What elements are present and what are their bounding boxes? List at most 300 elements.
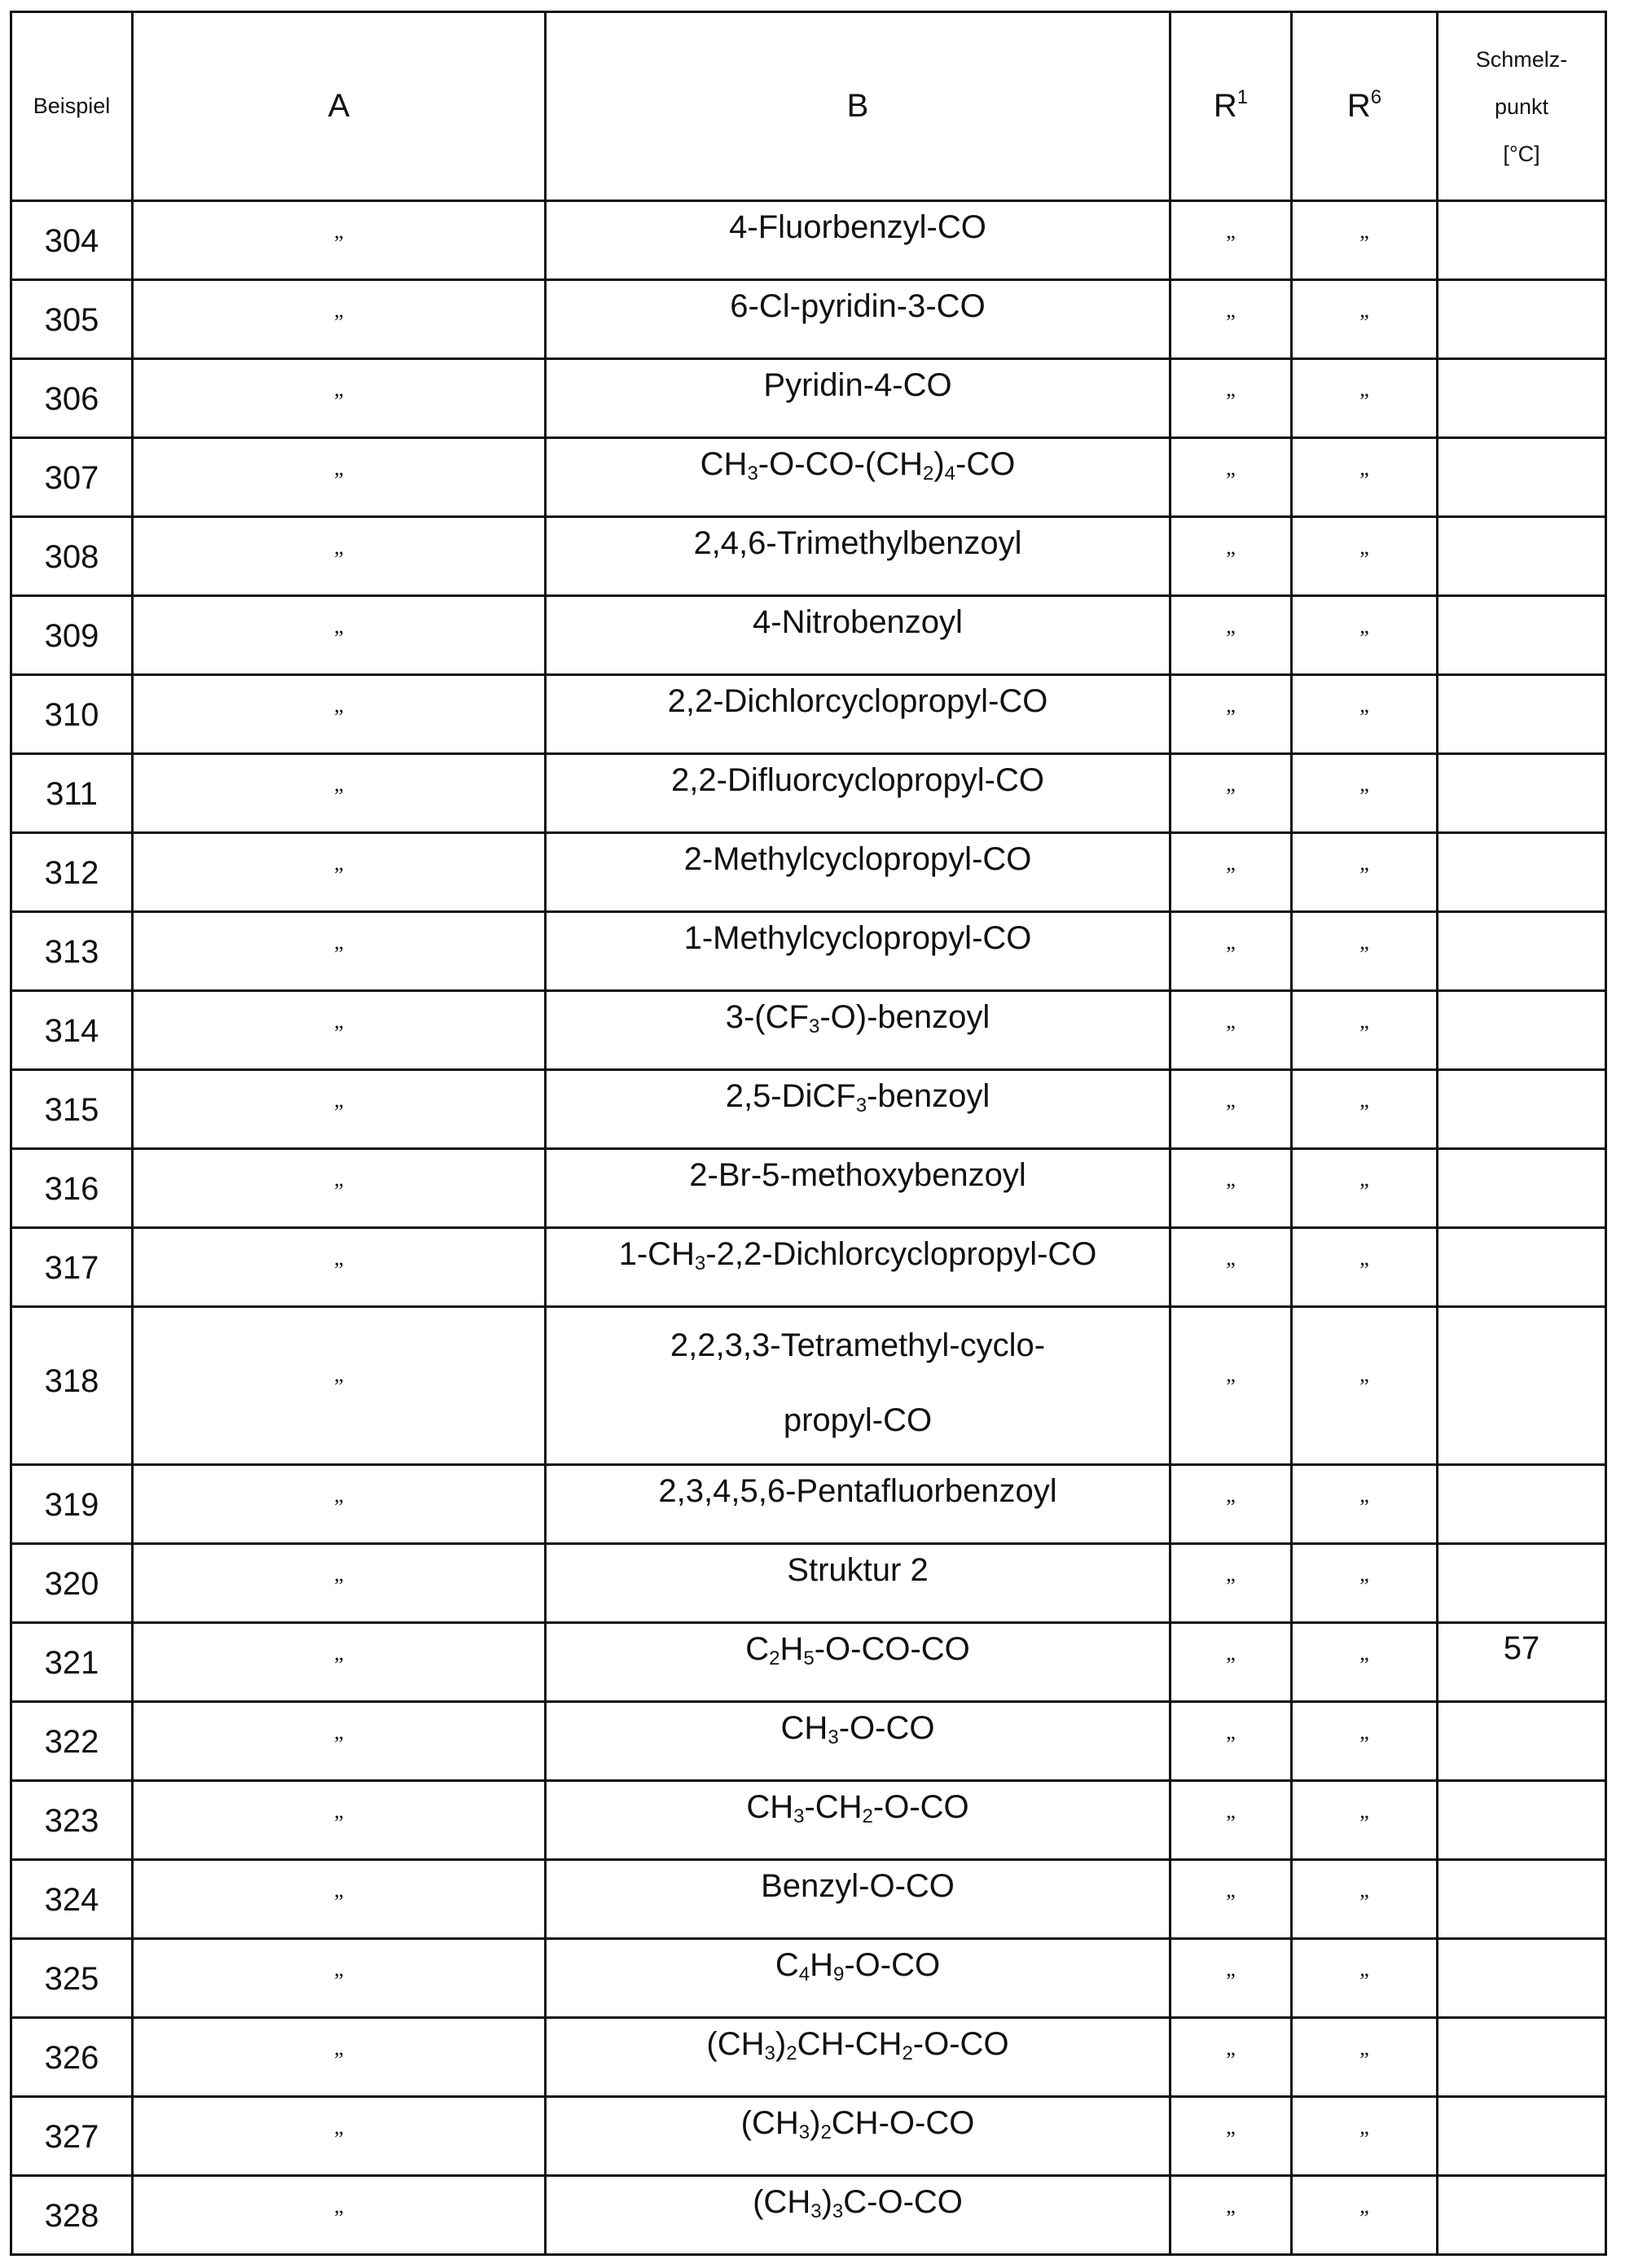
ditto-mark: ”	[1226, 547, 1236, 571]
table-row	[11, 2097, 1606, 2176]
cell-b	[546, 1149, 1170, 1228]
ditto-mark: ”	[334, 1100, 344, 1124]
ditto-mark: ”	[334, 626, 344, 650]
ditto-mark: ”	[334, 942, 344, 966]
melting-point-value: 57	[1503, 1630, 1540, 1666]
table-row	[11, 1781, 1606, 1860]
table-row	[11, 359, 1606, 438]
cell-b	[546, 1544, 1170, 1623]
cell-r6	[1292, 2097, 1438, 2176]
ditto-mark: ”	[1359, 310, 1369, 334]
cell-b	[546, 2018, 1170, 2097]
ditto-mark: ”	[334, 1495, 344, 1519]
cell-example	[11, 1781, 133, 1860]
ditto-mark: ”	[334, 2048, 344, 2072]
cell-example	[11, 2176, 133, 2255]
ditto-mark: ”	[1226, 1100, 1236, 1124]
table-row	[11, 1939, 1606, 2018]
cell-melting-point	[1438, 1307, 1606, 1465]
ditto-mark: ”	[1359, 547, 1369, 571]
substituent-b: Struktur 2	[787, 1552, 929, 1588]
cell-b	[546, 1465, 1170, 1544]
cell-r6	[1292, 754, 1438, 833]
cell-r6	[1292, 2176, 1438, 2255]
cell-melting-point	[1438, 1465, 1606, 1544]
melting-point-value	[1438, 2177, 1605, 2183]
substituent-b: 4-Fluorbenzyl-CO	[729, 209, 986, 245]
example-number: 328	[44, 2198, 99, 2234]
header-r6	[1292, 12, 1438, 201]
cell-example	[11, 1228, 133, 1307]
melting-point-value	[1438, 992, 1605, 998]
cell-r1	[1170, 2018, 1292, 2097]
substituent-b: 2,5-DiCF$_3$-benzoyl	[725, 1078, 990, 1116]
melting-point-value	[1438, 281, 1605, 287]
melting-point-value	[1438, 1861, 1605, 1867]
cell-r1	[1170, 1623, 1292, 1702]
table-row	[11, 1623, 1606, 1702]
ditto-mark: ”	[1359, 2206, 1369, 2230]
cell-r1	[1170, 675, 1292, 754]
ditto-mark: ”	[334, 1574, 344, 1598]
cell-example	[11, 2018, 133, 2097]
header-r6-superscript: 6	[1370, 86, 1382, 108]
cell-r1	[1170, 517, 1292, 596]
cell-r6	[1292, 1228, 1438, 1307]
cell-a	[133, 1070, 546, 1149]
substituent-b: Pyridin-4-CO	[763, 367, 952, 403]
substituent-b: $CH_3-CH_2-O-CO$	[746, 1789, 969, 1827]
ditto-mark: ”	[1226, 310, 1236, 334]
ditto-mark: ”	[1359, 863, 1369, 887]
ditto-mark: ”	[1226, 1811, 1236, 1835]
substituent-b: 2-Br-5-methoxybenzoyl	[689, 1157, 1026, 1193]
cell-r6	[1292, 438, 1438, 517]
header-melting-point	[1438, 12, 1606, 201]
ditto-mark: ”	[1359, 784, 1369, 808]
cell-b	[546, 1070, 1170, 1149]
cell-a	[133, 438, 546, 517]
ditto-mark: ”	[334, 2206, 344, 2230]
ditto-mark: ”	[1226, 942, 1236, 966]
ditto-mark: ”	[1359, 1811, 1369, 1835]
example-number: 313	[44, 934, 99, 970]
cell-example	[11, 1860, 133, 1939]
cell-b	[546, 1781, 1170, 1860]
melting-point-value	[1438, 1940, 1605, 1946]
ditto-mark: ”	[334, 468, 344, 492]
substituent-b: $(CH_3)_3C-O-CO$	[753, 2184, 963, 2222]
cell-melting-point	[1438, 2097, 1606, 2176]
cell-example	[11, 359, 133, 438]
table-row	[11, 1860, 1606, 1939]
ditto-mark: ”	[1226, 1258, 1236, 1282]
header-a-label: A	[327, 88, 350, 124]
ditto-mark: ”	[1359, 1258, 1369, 1282]
table-row	[11, 1149, 1606, 1228]
melting-point-value	[1438, 1229, 1605, 1235]
ditto-mark: ”	[334, 231, 344, 255]
melting-point-value	[1438, 1150, 1605, 1156]
ditto-mark: ”	[334, 1375, 344, 1398]
cell-melting-point	[1438, 1544, 1606, 1623]
cell-b	[546, 754, 1170, 833]
ditto-mark: ”	[1359, 1179, 1369, 1203]
cell-melting-point	[1438, 359, 1606, 438]
cell-b	[546, 201, 1170, 280]
cell-a	[133, 1228, 546, 1307]
cell-r1	[1170, 1781, 1292, 1860]
cell-melting-point	[1438, 1860, 1606, 1939]
table-row	[11, 2176, 1606, 2255]
example-number: 323	[44, 1803, 99, 1839]
cell-melting-point	[1438, 280, 1606, 359]
cell-example	[11, 1070, 133, 1149]
ditto-mark: ”	[1359, 2127, 1369, 2151]
cell-a	[133, 1465, 546, 1544]
ditto-mark: ”	[1226, 1375, 1236, 1398]
cell-b	[546, 833, 1170, 912]
ditto-mark: ”	[1359, 389, 1369, 413]
example-number: 312	[44, 855, 99, 891]
ditto-mark: ”	[1226, 784, 1236, 808]
substituent-b: $CH_3-O-CO-(CH_2)_4-CO$	[700, 446, 1016, 485]
melting-point-value	[1438, 1782, 1605, 1788]
ditto-mark: ”	[334, 389, 344, 413]
cell-example	[11, 675, 133, 754]
substituent-b: 2,2-Dichlorcyclopropyl-CO	[667, 683, 1048, 719]
cell-b	[546, 2097, 1170, 2176]
melting-point-value	[1438, 360, 1605, 366]
cell-r6	[1292, 1544, 1438, 1623]
cell-a	[133, 1544, 546, 1623]
cell-example	[11, 2097, 133, 2176]
cell-r6	[1292, 1070, 1438, 1149]
cell-melting-point	[1438, 1939, 1606, 2018]
cell-example	[11, 1544, 133, 1623]
cell-a	[133, 1149, 546, 1228]
cell-r6	[1292, 1939, 1438, 2018]
header-example	[11, 12, 133, 201]
cell-example	[11, 1702, 133, 1781]
example-number: 305	[44, 302, 99, 338]
ditto-mark: ”	[1359, 468, 1369, 492]
table-body	[11, 201, 1606, 2255]
header-r1	[1170, 12, 1292, 201]
cell-example	[11, 1307, 133, 1465]
table-row	[11, 201, 1606, 280]
table-row	[11, 438, 1606, 517]
cell-a	[133, 517, 546, 596]
cell-r6	[1292, 1702, 1438, 1781]
melting-point-value	[1438, 2019, 1605, 2025]
example-number: 326	[44, 2040, 99, 2076]
table-row	[11, 912, 1606, 991]
cell-r6	[1292, 2018, 1438, 2097]
ditto-mark: ”	[1226, 1495, 1236, 1519]
ditto-mark: ”	[1359, 1021, 1369, 1045]
substituent-b: Benzyl-O-CO	[761, 1868, 955, 1904]
cell-example	[11, 280, 133, 359]
example-number: 307	[44, 460, 99, 496]
cell-a	[133, 1860, 546, 1939]
cell-melting-point	[1438, 991, 1606, 1070]
substituent-b: 2-Methylcyclopropyl-CO	[683, 841, 1032, 877]
example-number: 321	[44, 1645, 99, 1681]
cell-b	[546, 1623, 1170, 1702]
table-row	[11, 2018, 1606, 2097]
cell-b	[546, 912, 1170, 991]
ditto-mark: ”	[1359, 231, 1369, 255]
substituent-b: $1-CH_3-2,2-Dichlorcyclopropyl-CO$	[618, 1236, 1097, 1274]
header-melting-point-line-2: punkt	[1494, 94, 1549, 119]
ditto-mark: ”	[1359, 1653, 1369, 1677]
cell-example	[11, 201, 133, 280]
cell-r6	[1292, 991, 1438, 1070]
melting-point-value	[1438, 1071, 1605, 1077]
cell-r6	[1292, 1149, 1438, 1228]
melting-point-value	[1438, 676, 1605, 682]
example-number: 318	[44, 1363, 99, 1399]
header-melting-point-line-1: Schmelz-	[1475, 46, 1568, 72]
cell-melting-point	[1438, 833, 1606, 912]
substituent-b: 6-Cl-pyridin-3-CO	[730, 288, 986, 324]
header-example-label: Beispiel	[33, 94, 111, 118]
example-number: 319	[44, 1487, 99, 1523]
substituent-b: $CH_3-O-CO$	[780, 1710, 935, 1748]
cell-b	[546, 1860, 1170, 1939]
ditto-mark: ”	[334, 310, 344, 334]
cell-r1	[1170, 991, 1292, 1070]
cell-b	[546, 1307, 1170, 1465]
example-number: 308	[44, 539, 99, 575]
example-number: 304	[44, 223, 99, 259]
substituent-b: $(CH_3)_2CH-CH_2-O-CO$	[706, 2026, 1009, 2064]
ditto-mark: ”	[1226, 231, 1236, 255]
cell-a	[133, 1702, 546, 1781]
cell-r1	[1170, 1860, 1292, 1939]
melting-point-value	[1438, 834, 1605, 840]
cell-b	[546, 596, 1170, 675]
table-row	[11, 754, 1606, 833]
melting-point-value	[1438, 1466, 1605, 1472]
cell-b	[546, 438, 1170, 517]
example-number: 316	[44, 1171, 99, 1207]
ditto-mark: ”	[1226, 468, 1236, 492]
cell-a	[133, 1307, 546, 1465]
ditto-mark: ”	[334, 1732, 344, 1756]
cell-a	[133, 596, 546, 675]
example-number: 327	[44, 2119, 99, 2155]
cell-r1	[1170, 1307, 1292, 1465]
cell-r1	[1170, 1702, 1292, 1781]
header-r1-base: R	[1213, 88, 1237, 124]
cell-r1	[1170, 596, 1292, 675]
ditto-mark: ”	[334, 1258, 344, 1282]
header-r6-base: R	[1346, 88, 1371, 124]
table-row	[11, 675, 1606, 754]
cell-b	[546, 280, 1170, 359]
ditto-mark: ”	[334, 784, 344, 808]
cell-b	[546, 517, 1170, 596]
table-header-row	[11, 12, 1606, 201]
header-r1-superscript: 1	[1236, 86, 1249, 108]
cell-r6	[1292, 280, 1438, 359]
cell-example	[11, 991, 133, 1070]
cell-melting-point	[1438, 912, 1606, 991]
cell-r6	[1292, 1623, 1438, 1702]
ditto-mark: ”	[334, 1653, 344, 1677]
ditto-mark: ”	[1226, 626, 1236, 650]
cell-r6	[1292, 359, 1438, 438]
melting-point-value	[1438, 1308, 1605, 1314]
substituent-b: 4-Nitrobenzoyl	[753, 604, 963, 640]
ditto-mark: ”	[334, 1890, 344, 1914]
example-number: 320	[44, 1566, 99, 1602]
cell-example	[11, 438, 133, 517]
substituent-b: 2,2,3,3-Tetramethyl-cyclo- propyl-CO	[670, 1327, 1046, 1438]
ditto-mark: ”	[1226, 1732, 1236, 1756]
ditto-mark: ”	[334, 2127, 344, 2151]
ditto-mark: ”	[1359, 705, 1369, 729]
ditto-mark: ”	[1359, 1574, 1369, 1598]
cell-r1	[1170, 1070, 1292, 1149]
table-row	[11, 833, 1606, 912]
cell-melting-point	[1438, 754, 1606, 833]
cell-b	[546, 1702, 1170, 1781]
cell-r1	[1170, 2097, 1292, 2176]
melting-point-value	[1438, 202, 1605, 208]
ditto-mark: ”	[334, 1811, 344, 1835]
ditto-mark: ”	[1359, 1969, 1369, 1993]
ditto-mark: ”	[1359, 1732, 1369, 1756]
ditto-mark: ”	[1226, 863, 1236, 887]
cell-example	[11, 912, 133, 991]
cell-r6	[1292, 596, 1438, 675]
table-row	[11, 1702, 1606, 1781]
cell-a	[133, 2018, 546, 2097]
melting-point-value	[1438, 1703, 1605, 1709]
melting-point-value	[1438, 755, 1605, 761]
substituent-b: $C_2H_5-O-CO-CO$	[745, 1631, 970, 1669]
cell-example	[11, 517, 133, 596]
ditto-mark: ”	[334, 863, 344, 887]
ditto-mark: ”	[1359, 2048, 1369, 2072]
cell-example	[11, 1939, 133, 2018]
cell-r1	[1170, 1939, 1292, 2018]
ditto-mark: ”	[1226, 1179, 1236, 1203]
ditto-mark: ”	[1226, 1021, 1236, 1045]
table-row	[11, 1307, 1606, 1465]
ditto-mark: ”	[1359, 1375, 1369, 1398]
cell-melting-point	[1438, 517, 1606, 596]
ditto-mark: ”	[1226, 2127, 1236, 2151]
cell-r6	[1292, 912, 1438, 991]
ditto-mark: ”	[334, 1969, 344, 1993]
header-b-label: B	[846, 88, 869, 124]
table-row	[11, 1465, 1606, 1544]
substituent-b: 2,2-Difluorcyclopropyl-CO	[671, 762, 1044, 798]
cell-b	[546, 991, 1170, 1070]
substituent-b: $(CH_3)_2CH-O-CO$	[740, 2105, 975, 2143]
cell-r1	[1170, 280, 1292, 359]
cell-r6	[1292, 517, 1438, 596]
cell-a	[133, 1623, 546, 1702]
cell-r1	[1170, 754, 1292, 833]
table-row	[11, 280, 1606, 359]
cell-melting-point	[1438, 675, 1606, 754]
cell-r6	[1292, 201, 1438, 280]
example-number: 309	[44, 618, 99, 654]
example-number: 322	[44, 1724, 99, 1760]
cell-example	[11, 833, 133, 912]
table-row	[11, 517, 1606, 596]
ditto-mark: ”	[1226, 2048, 1236, 2072]
ditto-mark: ”	[1226, 1653, 1236, 1677]
cell-melting-point	[1438, 1781, 1606, 1860]
cell-r1	[1170, 201, 1292, 280]
cell-b	[546, 359, 1170, 438]
cell-a	[133, 280, 546, 359]
table-row	[11, 1070, 1606, 1149]
cell-melting-point	[1438, 1702, 1606, 1781]
cell-r6	[1292, 1860, 1438, 1939]
cell-example	[11, 1623, 133, 1702]
cell-melting-point	[1438, 201, 1606, 280]
cell-r1	[1170, 1228, 1292, 1307]
ditto-mark: ”	[334, 1021, 344, 1045]
header-b	[546, 12, 1170, 201]
ditto-mark: ”	[1359, 1495, 1369, 1519]
ditto-mark: ”	[1359, 626, 1369, 650]
cell-r6	[1292, 833, 1438, 912]
example-number: 317	[44, 1250, 99, 1286]
cell-b	[546, 1228, 1170, 1307]
example-number: 311	[46, 776, 98, 812]
cell-a	[133, 2097, 546, 2176]
substituent-b: 1-Methylcyclopropyl-CO	[683, 920, 1032, 956]
cell-a	[133, 754, 546, 833]
cell-r1	[1170, 1465, 1292, 1544]
example-number: 315	[44, 1092, 99, 1128]
cell-b	[546, 675, 1170, 754]
cell-r1	[1170, 2176, 1292, 2255]
cell-r1	[1170, 833, 1292, 912]
cell-example	[11, 596, 133, 675]
table-row	[11, 596, 1606, 675]
substituent-b: $C_4H_9-O-CO$	[775, 1947, 941, 1985]
cell-a	[133, 675, 546, 754]
ditto-mark: ”	[1226, 705, 1236, 729]
cell-r1	[1170, 1544, 1292, 1623]
melting-point-value	[1438, 1545, 1605, 1551]
cell-melting-point	[1438, 1623, 1606, 1702]
header-a	[133, 12, 546, 201]
ditto-mark: ”	[334, 705, 344, 729]
cell-melting-point	[1438, 438, 1606, 517]
cell-a	[133, 1781, 546, 1860]
cell-example	[11, 754, 133, 833]
ditto-mark: ”	[334, 1179, 344, 1203]
cell-a	[133, 833, 546, 912]
ditto-mark: ”	[1226, 1890, 1236, 1914]
cell-a	[133, 201, 546, 280]
cell-r1	[1170, 1149, 1292, 1228]
table-row	[11, 1544, 1606, 1623]
cell-r1	[1170, 912, 1292, 991]
ditto-mark: ”	[1226, 1969, 1236, 1993]
ditto-mark: ”	[1359, 942, 1369, 966]
